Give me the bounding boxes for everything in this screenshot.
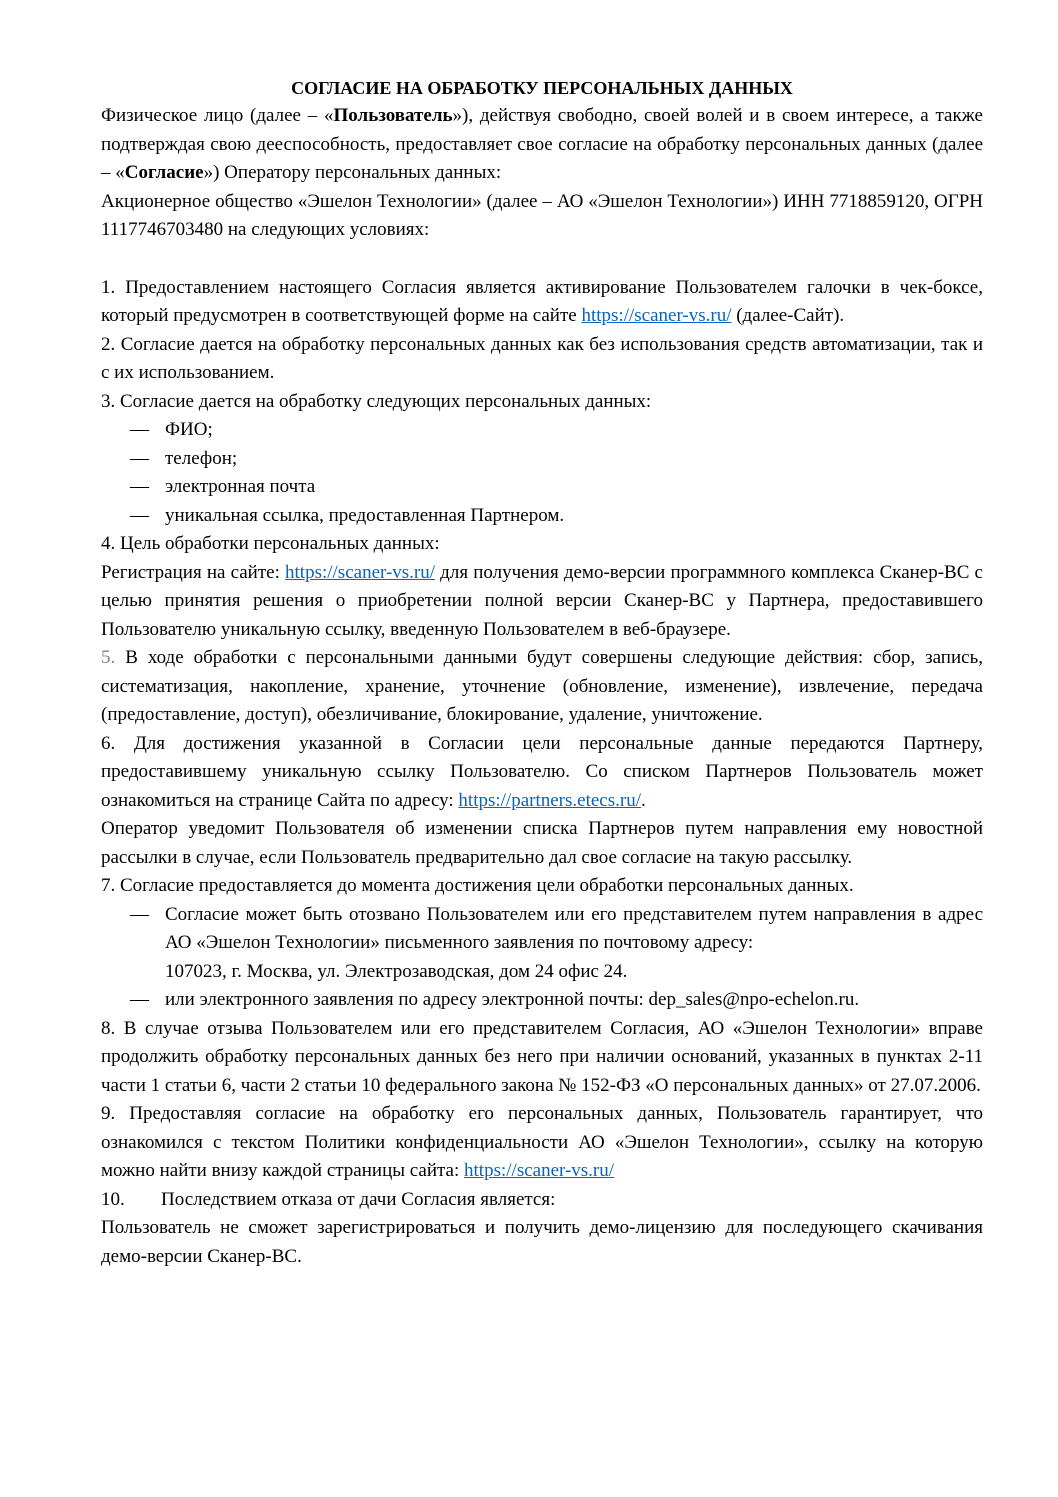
purpose-text: Регистрация на сайте: <box>101 561 286 583</box>
list-item <box>101 445 983 474</box>
clause-1-after: (далее-Сайт). <box>731 305 845 326</box>
clause-6-note: Оператор уведомит Пользователя об изменении списка Партнеров путем направления ему новостной рассылки в случае, если Пользователь предварительно дал свое согласие на такую рассылку. <box>101 818 983 868</box>
clause-10-text: Последствием отказа от дачи Согласия является: <box>161 1188 556 1210</box>
list-item-text: электронная почта <box>165 476 316 497</box>
site-link[interactable]: https://scaner-vs.ru/ <box>285 561 436 583</box>
site-link[interactable]: https://scaner-vs.ru/ <box>581 305 732 326</box>
intro-paragraph <box>101 102 983 188</box>
list-item-text: ФИО; <box>165 419 213 440</box>
list-item <box>101 986 983 1015</box>
list-item <box>101 416 983 445</box>
postal-address: 107023, г. Москва, ул. Электрозаводская, дом 24 офис 24. <box>165 960 628 982</box>
clause-3: 3. Согласие дается на обработку следующих персональных данных: <box>101 390 652 412</box>
clause-6-text: 6. Для достижения указанной в Согласии цели персональные данные передаются Партнеру, предоставившему уникальную ссылку Пользователю. Со списком Партнеров Пользователь может ознакомиться на странице Сайта по адресу: <box>101 732 983 811</box>
clause-5-number: 5. <box>101 647 116 668</box>
dash-marker: — <box>130 989 149 1010</box>
operator-paragraph: Акционерное общество «Эшелон Технологии» (далее – АО «Эшелон Технологии») ИНН 7718859120, ОГРН 1117746703480 на следующих условиях: <box>101 190 983 240</box>
clause-4: 4. Цель обработки персональных данных: <box>101 533 440 554</box>
intro-text-2: »), действуя свободно, своей волей и в своем интересе, а также подтверждая свою дееспособность, предоставляет свое согласие на обработку персональных данных (далее – « <box>101 105 983 183</box>
clause-10-consequence: Пользователь не сможет зарегистрироваться и получить демо-лицензию для последующего скачивания демо-версии Сканер-ВС. <box>101 1217 983 1267</box>
clause-10-number: 10. <box>101 1188 125 1210</box>
list-item-text: телефон; <box>165 447 238 469</box>
dash-marker: — <box>130 504 149 526</box>
clause-5-text: В ходе обработки с персональными данными будут совершены следующие действия: сбор, запись, систематизация, накопление, хранение, уточнение (обновление, изменение), извлечение, передача (предоставление, доступ), обезличивание, блокирование, удаление, уничтожение. <box>101 647 983 725</box>
dash-marker: — <box>130 419 149 440</box>
clause-9-text: 9. Предоставляя согласие на обработку его персональных данных, Пользователь гарантирует, что ознакомился с текстом Политики конфиденциальности АО «Эшелон Технологии», ссылку на которую можно найти внизу каждой страницы сайта: <box>101 1103 983 1181</box>
dash-marker: — <box>130 447 149 469</box>
clause-5 <box>101 644 983 730</box>
site-link[interactable]: https://scaner-vs.ru/ <box>464 1160 615 1181</box>
consent-document <box>101 74 983 1271</box>
list-item <box>101 901 983 987</box>
clause-9 <box>101 1100 983 1186</box>
clause-4-purpose <box>101 559 983 645</box>
intro-text-3: ») Оператору персональных данных: <box>203 162 502 183</box>
dash-marker: — <box>130 903 149 925</box>
list-item-text: уникальная ссылка, предоставленная Партнером. <box>165 504 565 526</box>
clause-7: 7. Согласие предоставляется до момента достижения цели обработки персональных данных. <box>101 875 854 896</box>
spacer <box>101 245 983 274</box>
clause-1 <box>101 274 983 331</box>
clause-2: 2. Согласие дается на обработку персональных данных как без использования средств автоматизации, так и с их использованием. <box>101 333 983 383</box>
clause-8: 8. В случае отзыва Пользователем или его представителем Согласия, АО «Эшелон Технологии» вправе продолжить обработку персональных данных без него при наличии оснований, указанных в пунктах 2-11 части 1 статьи 6, части 2 статьи 10 федерального закона № 152-ФЗ «О персональных данных» от 27.07.2006. <box>101 1017 983 1096</box>
dash-marker: — <box>130 476 149 497</box>
clause-6 <box>101 730 983 816</box>
document-title: СОГЛАСИЕ НА ОБРАБОТКУ ПЕРСОНАЛЬНЫХ ДАННЫХ <box>291 78 793 98</box>
list-item <box>101 502 983 531</box>
intro-bold-user: Пользователь <box>333 105 453 126</box>
clause-10 <box>101 1186 983 1215</box>
intro-text-1: Физическое лицо (далее – « <box>101 105 334 126</box>
intro-bold-consent: Согласие <box>124 162 204 183</box>
partners-link[interactable]: https://partners.etecs.ru/ <box>458 789 641 811</box>
purpose-text-after: для получения демо-версии программного комплекса Сканер-ВС с целью принятия решения о приобретении полной версии Сканер-ВС у Партнера, предоставившего Пользователю уникальную ссылку, введенную Пользователем в веб-браузере. <box>101 561 983 640</box>
email-revocation-text: или электронного заявления по адресу электронной почты: dep_sales@npo-echelon.ru. <box>165 989 860 1010</box>
revocation-text: Согласие может быть отозвано Пользователем или его представителем путем направления в адрес АО «Эшелон Технологии» письменного заявления по почтовому адресу: <box>165 903 983 953</box>
clause-1-text: 1. Предоставлением настоящего Согласия является активирование Пользователем галочки в чек-боксе, который предусмотрен в соответствующей форме на сайте <box>101 276 983 326</box>
list-item <box>101 473 983 502</box>
clause-6-after: . <box>640 789 646 811</box>
